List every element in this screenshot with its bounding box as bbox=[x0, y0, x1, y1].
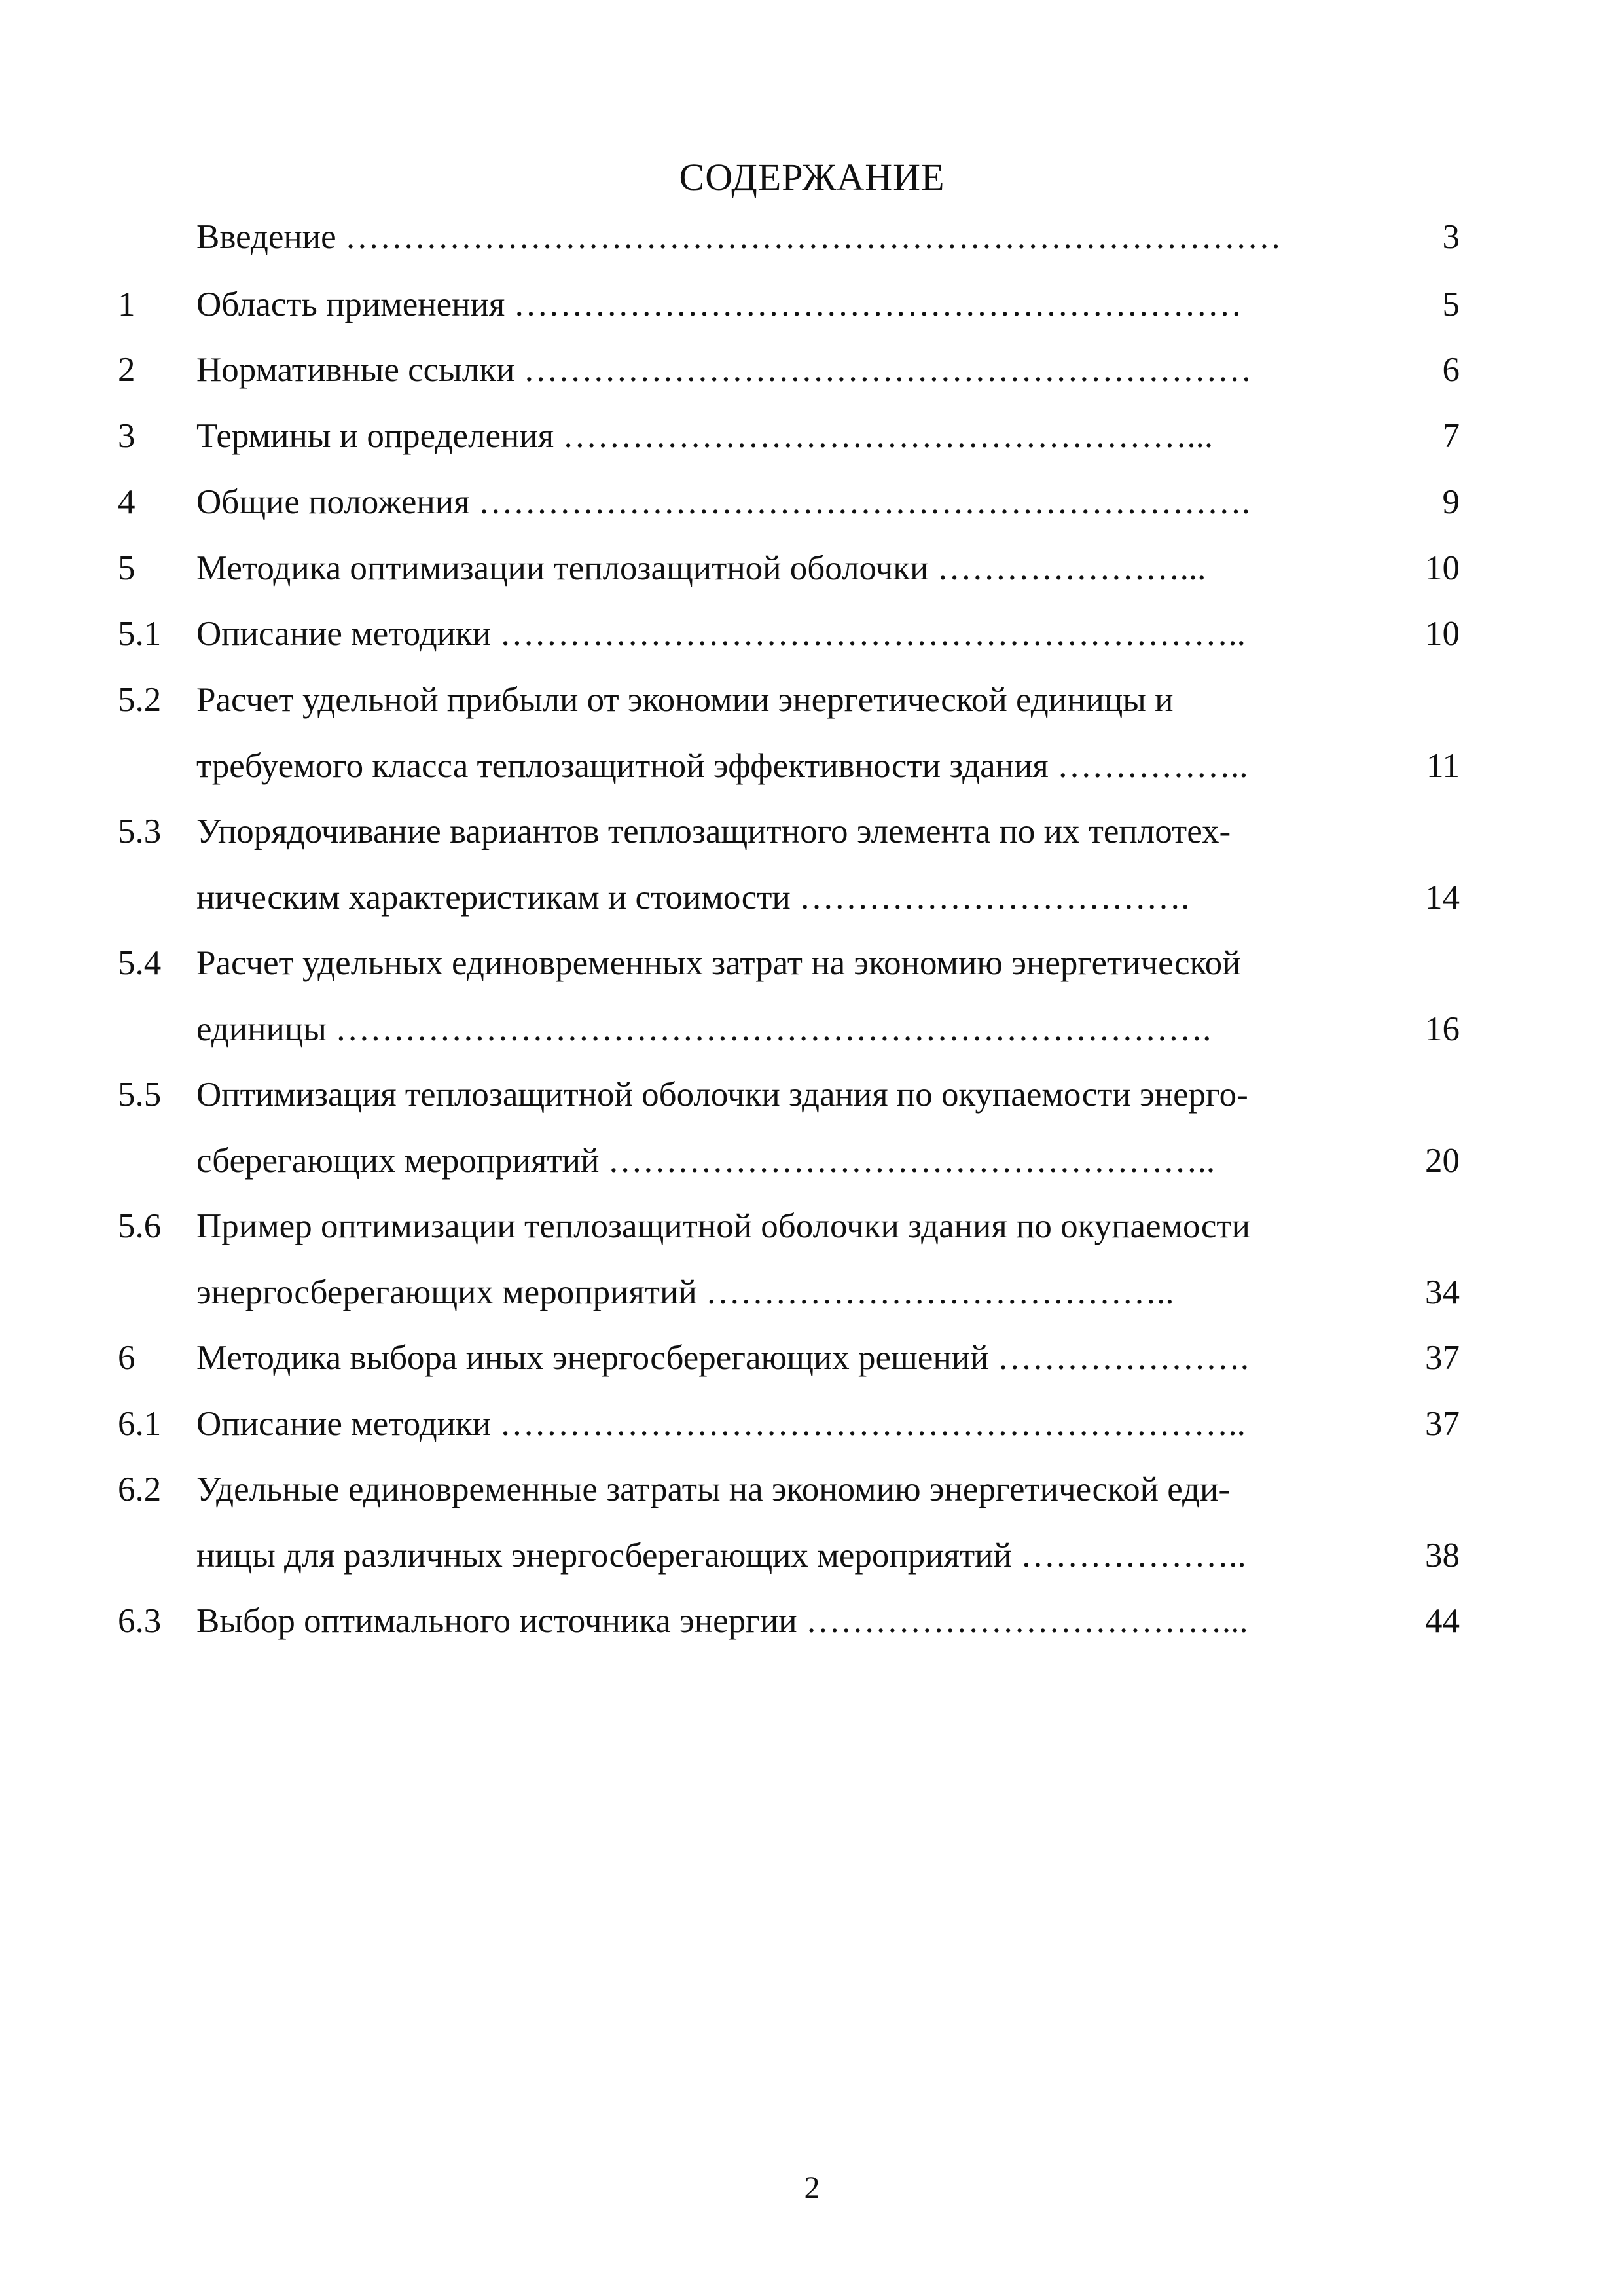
toc-entry-number: 5 bbox=[118, 549, 135, 587]
toc-entry-title: Введение ……………………………………………………………………… bbox=[196, 218, 1282, 256]
toc-entry-page: 10 bbox=[1425, 615, 1460, 653]
toc-entry-title: Область применения ……………………………………………………… bbox=[196, 285, 1242, 323]
toc-entry-page: 44 bbox=[1425, 1602, 1460, 1640]
toc-entry-title-continued: ницы для различных энергосберегающих мероприятий ……………….. bbox=[196, 1537, 1246, 1575]
toc-entry-5-5 bbox=[0, 1062, 1624, 1127]
toc-entry-title-continued: ническим характеристикам и стоимости ……………………………. bbox=[196, 879, 1190, 917]
toc-entry-number: 5.2 bbox=[118, 681, 162, 719]
toc-entry-number: 5.6 bbox=[118, 1207, 162, 1245]
toc-entry-introduction bbox=[0, 204, 1624, 270]
page-number: 2 bbox=[804, 2170, 820, 2205]
toc-entry-title: Выбор оптимального источника энергии ………………………………... bbox=[196, 1602, 1248, 1640]
toc-entry-5-4-continued bbox=[0, 996, 1624, 1062]
toc-entry-title-continued: единицы …………………………………………………………………. bbox=[196, 1010, 1212, 1048]
toc-entry-title-continued: требуемого класса теплозащитной эффективности здания …………….. bbox=[196, 747, 1248, 785]
toc-entry-6-2-continued bbox=[0, 1523, 1624, 1588]
toc-entry-title: Методика оптимизации теплозащитной оболочки …………………... bbox=[196, 549, 1206, 587]
toc-entry-number: 5.3 bbox=[118, 812, 162, 850]
toc-entry-page: 7 bbox=[1442, 417, 1460, 455]
toc-entry-5-4 bbox=[0, 930, 1624, 996]
toc-entry-number: 6.3 bbox=[118, 1602, 162, 1640]
toc-entry-5-6 bbox=[0, 1194, 1624, 1259]
toc-entry-3 bbox=[0, 403, 1624, 469]
toc-entry-1 bbox=[0, 272, 1624, 337]
toc-entry-number: 3 bbox=[118, 417, 135, 455]
toc-entry-page: 38 bbox=[1425, 1537, 1460, 1575]
toc-entry-title: Методика выбора иных энергосберегающих решений …………………. bbox=[196, 1339, 1249, 1377]
toc-entry-number: 5.5 bbox=[118, 1076, 162, 1114]
toc-entry-page: 11 bbox=[1426, 747, 1460, 785]
toc-entry-page: 3 bbox=[1442, 218, 1460, 256]
toc-entry-number: 2 bbox=[118, 351, 135, 389]
toc-entry-2 bbox=[0, 337, 1624, 403]
toc-entry-title: Нормативные ссылки ……………………………………………………… bbox=[196, 351, 1252, 389]
toc-entry-page: 10 bbox=[1425, 549, 1460, 587]
toc-entry-title: Пример оптимизации теплозащитной оболочки здания по окупаемости bbox=[196, 1207, 1250, 1245]
toc-entry-title: Термины и определения ………………………………………………... bbox=[196, 417, 1214, 455]
toc-entry-5-2-continued bbox=[0, 733, 1624, 799]
toc-entry-page: 34 bbox=[1425, 1273, 1460, 1311]
toc-entry-page: 14 bbox=[1425, 879, 1460, 917]
toc-entry-page: 37 bbox=[1425, 1339, 1460, 1377]
toc-entry-title: Общие положения …………………………………………………………. bbox=[196, 483, 1251, 521]
toc-entry-number: 4 bbox=[118, 483, 135, 521]
toc-entry-page: 16 bbox=[1425, 1010, 1460, 1048]
toc-entry-6-3 bbox=[0, 1588, 1624, 1654]
toc-entry-number: 6.2 bbox=[118, 1470, 162, 1508]
toc-entry-title: Удельные единовременные затраты на экономию энергетической еди- bbox=[196, 1470, 1231, 1508]
toc-entry-title: Описание методики ……………………………………………………….. bbox=[196, 1405, 1246, 1443]
toc-entry-4 bbox=[0, 469, 1624, 535]
toc-entry-5-6-continued bbox=[0, 1260, 1624, 1325]
toc-entry-title: Упорядочивание вариантов теплозащитного элемента по их теплотех- bbox=[196, 812, 1231, 850]
toc-entry-number: 1 bbox=[118, 285, 135, 323]
toc-entry-5-3 bbox=[0, 799, 1624, 864]
toc-entry-title: Расчет удельных единовременных затрат на экономию энергетической bbox=[196, 944, 1241, 982]
toc-entry-title: Расчет удельной прибыли от экономии энергетической единицы и bbox=[196, 681, 1174, 719]
toc-entry-6 bbox=[0, 1325, 1624, 1391]
toc-entry-page: 37 bbox=[1425, 1405, 1460, 1443]
toc-entry-page: 20 bbox=[1425, 1142, 1460, 1180]
toc-entry-5 bbox=[0, 536, 1624, 601]
toc-entry-page: 5 bbox=[1442, 285, 1460, 323]
toc-entry-6-1 bbox=[0, 1391, 1624, 1457]
toc-entry-title: Оптимизация теплозащитной оболочки здания по окупаемости энерго- bbox=[196, 1076, 1248, 1114]
toc-entry-number: 5.4 bbox=[118, 944, 162, 982]
toc-entry-5-1 bbox=[0, 601, 1624, 666]
toc-entry-page: 9 bbox=[1442, 483, 1460, 521]
toc-title: СОДЕРЖАНИЕ bbox=[679, 156, 945, 198]
toc-entry-title: Описание методики ……………………………………………………….. bbox=[196, 615, 1246, 653]
toc-entry-number: 6 bbox=[118, 1339, 135, 1377]
toc-entry-5-5-continued bbox=[0, 1128, 1624, 1194]
toc-entry-number: 5.1 bbox=[118, 615, 162, 653]
toc-entry-page: 6 bbox=[1442, 351, 1460, 389]
toc-entry-title-continued: сберегающих мероприятий …………………………………………….. bbox=[196, 1142, 1216, 1180]
toc-entry-number: 6.1 bbox=[118, 1405, 162, 1443]
toc-entry-5-3-continued bbox=[0, 865, 1624, 930]
toc-entry-6-2 bbox=[0, 1457, 1624, 1522]
toc-entry-5-2 bbox=[0, 667, 1624, 733]
toc-entry-title-continued: энергосберегающих мероприятий ………………………………….. bbox=[196, 1273, 1174, 1311]
